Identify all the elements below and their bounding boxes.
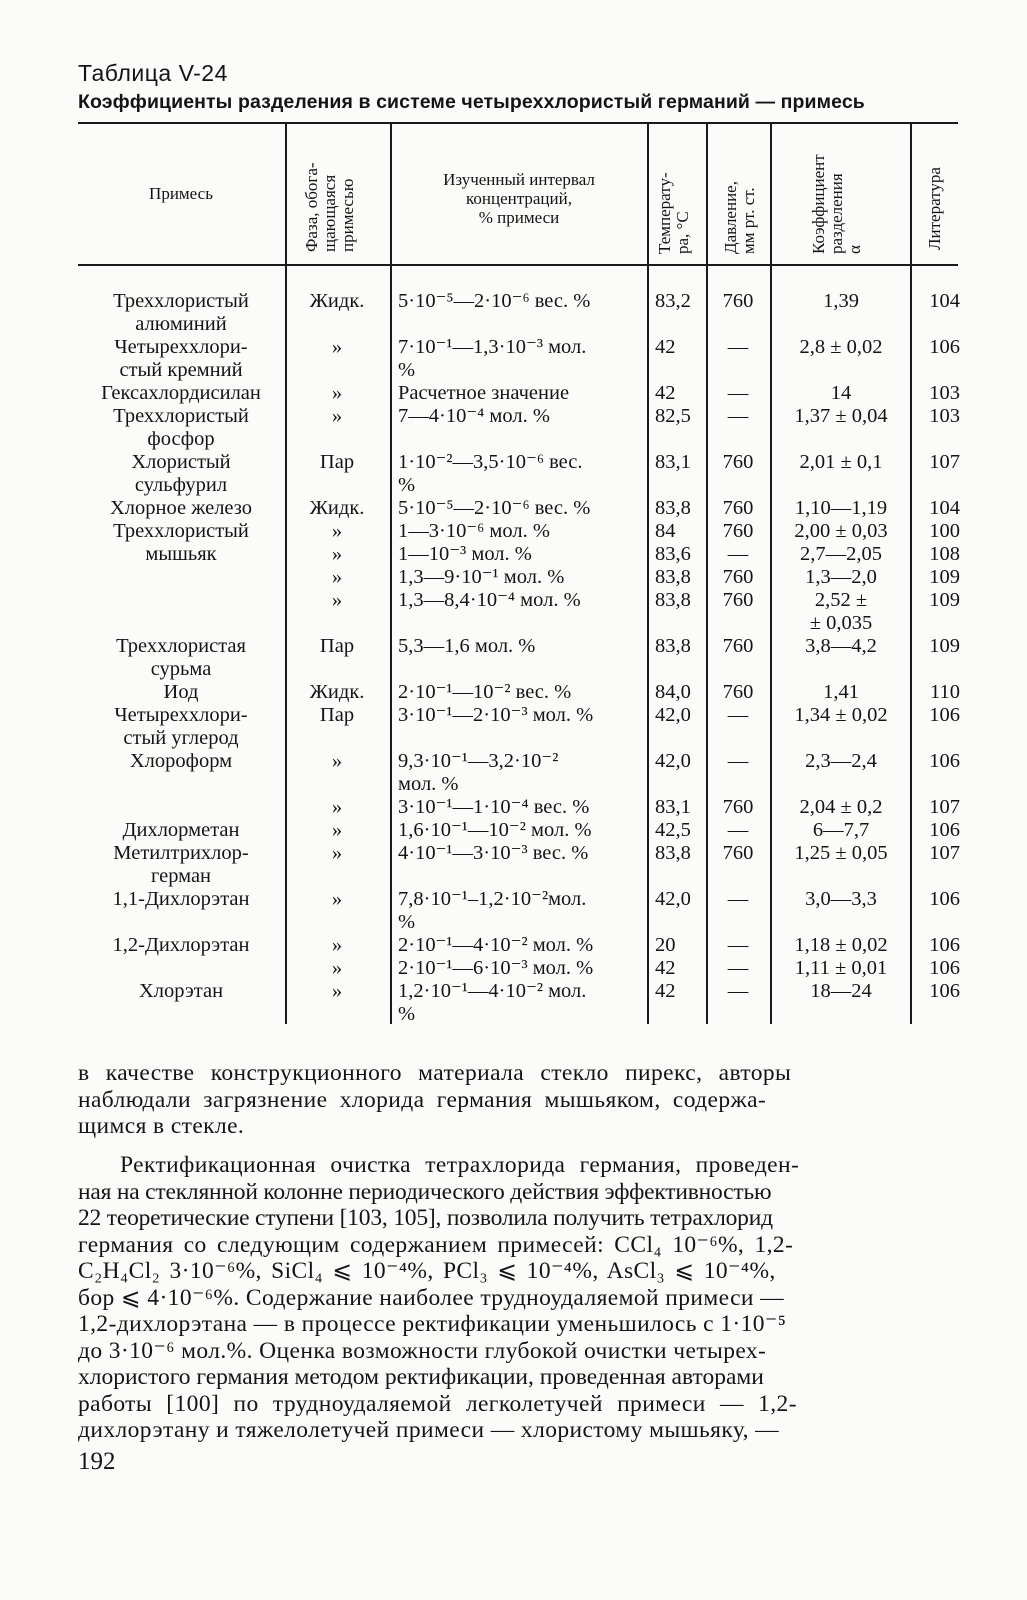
phase-cell: Пар	[319, 704, 355, 726]
literature-cell: 106	[929, 957, 960, 979]
literature-cell: 106	[929, 750, 960, 772]
pressure-cell: —	[727, 750, 749, 772]
pressure-cell: 760	[722, 451, 754, 473]
table-header-rule	[78, 264, 958, 266]
literature-cell: 107	[929, 842, 960, 864]
temperature-cell: 42,5	[655, 819, 691, 841]
literature-cell: 103	[929, 382, 960, 404]
pressure-cell: —	[727, 980, 749, 1002]
text-line: 1,2-дихлорэтана — в процессе ректификации уменьшилось с 1·10⁻⁵	[78, 1311, 787, 1337]
header-coefficient: Коэффициент разделения α	[809, 154, 864, 254]
pressure-cell: —	[727, 819, 749, 841]
text-line: ная на стеклянной колонне периодического действия эффективностью	[78, 1178, 772, 1205]
pressure-cell: 760	[722, 589, 754, 611]
phase-cell: »	[331, 405, 343, 427]
text-line: щимся в стекле.	[78, 1113, 245, 1139]
coefficient-cell: 6—7,7	[812, 819, 870, 841]
temperature-cell: 83,8	[655, 497, 691, 519]
header-impurity: Примесь	[149, 184, 213, 203]
phase-cell: »	[331, 842, 343, 864]
phase-cell: »	[331, 750, 343, 772]
phase-cell: Пар	[319, 451, 355, 473]
interval-cell: 3·10⁻¹—2·10⁻³ мол. %	[398, 704, 594, 726]
literature-cell: 106	[929, 704, 960, 726]
interval-cell: Расчетное значение	[398, 382, 570, 404]
phase-cell: »	[331, 957, 343, 979]
temperature-cell: 83,1	[655, 451, 691, 473]
paragraph-2	[78, 1152, 962, 1444]
interval-cell: 1—3·10⁻⁶ мол. %	[398, 520, 550, 542]
pressure-cell: 760	[722, 842, 754, 864]
header-literature: Литература	[925, 167, 944, 250]
impurity-name-cell: Хлорное железо	[109, 497, 253, 519]
impurity-name-cell: Четыреххлори- стый углерод	[114, 704, 248, 749]
pressure-cell: 760	[722, 681, 754, 703]
impurity-name-cell: Иод	[163, 681, 199, 703]
interval-cell: 1,3—9·10⁻¹ мол. %	[398, 566, 565, 588]
impurity-name-cell: Гексахлордисилан	[101, 382, 261, 404]
phase-cell: »	[331, 796, 343, 818]
temperature-cell: 42,0	[655, 888, 691, 910]
text-line: бор ⩽ 4·10⁻⁶%. Содержание наиболее трудноудаляемой примеси —	[78, 1284, 785, 1311]
literature-cell: 100	[929, 520, 960, 542]
phase-cell: »	[331, 543, 343, 565]
header-pressure: Давление, мм рт. ст.	[721, 181, 758, 254]
literature-cell: 106	[929, 888, 960, 910]
impurity-name-cell: Треххлористый мышьяк	[113, 520, 249, 565]
header-interval: Изученный интервал концентраций, % примеси	[443, 170, 595, 227]
phase-cell: »	[331, 819, 343, 841]
table-top-rule	[78, 122, 958, 124]
interval-cell: 7·10⁻¹—1,3·10⁻³ мол. %	[398, 336, 587, 381]
coefficient-cell: 1,39	[823, 290, 859, 312]
temperature-cell: 42	[655, 980, 676, 1002]
coefficient-cell: 18—24	[810, 980, 872, 1002]
pressure-cell: 760	[722, 796, 754, 818]
text-line: до 3·10⁻⁶ мол.%. Оценка возможности глубокой очистки четырех-	[78, 1337, 767, 1364]
pressure-cell: —	[727, 704, 749, 726]
phase-cell: »	[331, 520, 343, 542]
temperature-cell: 42,0	[655, 750, 691, 772]
interval-cell: 9,3·10⁻¹—3,2·10⁻² мол. %	[398, 750, 559, 795]
coefficient-cell: 2,01 ± 0,1	[799, 451, 883, 473]
header-temperature: Температу- ра, °С	[655, 172, 692, 254]
literature-cell: 109	[929, 566, 960, 588]
interval-cell: 4·10⁻¹—3·10⁻³ вес. %	[398, 842, 589, 864]
temperature-cell: 20	[655, 934, 676, 956]
temperature-cell: 83,8	[655, 589, 691, 611]
pressure-cell: —	[727, 543, 749, 565]
text-line: дихлорэтану и тяжелолетучей примеси — хлористому мышьяку, —	[78, 1417, 780, 1443]
impurity-name-cell: Четыреххлори- стый кремний	[114, 336, 248, 381]
coefficient-cell: 2,04 ± 0,2	[799, 796, 883, 818]
pressure-cell: —	[727, 405, 749, 427]
column-divider	[647, 124, 649, 1024]
column-divider	[390, 124, 392, 1024]
pressure-cell: 760	[722, 520, 754, 542]
page-number: 192	[78, 1448, 116, 1475]
impurity-name-cell: 1,1-Дихлорэтан	[112, 888, 250, 910]
temperature-cell: 82,5	[655, 405, 691, 427]
pressure-cell: 760	[722, 635, 754, 657]
coefficient-cell: 1,37 ± 0,04	[794, 405, 888, 427]
coefficient-cell: 1,34 ± 0,02	[794, 704, 888, 726]
literature-cell: 104	[929, 497, 960, 519]
phase-cell: »	[331, 566, 343, 588]
impurity-name-cell: Хлороформ	[129, 750, 233, 772]
literature-cell: 110	[930, 681, 960, 703]
impurity-name-cell: Треххлористый алюминий	[113, 290, 249, 335]
temperature-cell: 83,8	[655, 635, 691, 657]
literature-cell: 106	[929, 819, 960, 841]
interval-cell: 2·10⁻¹—10⁻² вес. %	[398, 681, 572, 703]
text-line: хлористого германия методом ректификации, проведенная авторами	[78, 1364, 764, 1390]
temperature-cell: 83,8	[655, 566, 691, 588]
interval-cell: 3·10⁻¹—1·10⁻⁴ вес. %	[398, 796, 590, 818]
interval-cell: 5·10⁻⁵—2·10⁻⁶ вес. %	[398, 290, 591, 312]
interval-cell: 2·10⁻¹—6·10⁻³ мол. %	[398, 957, 594, 979]
pressure-cell: —	[727, 888, 749, 910]
text-line: работы [100] по трудноудаляемой легколетучей примеси — 1,2-	[78, 1390, 797, 1417]
table-title: Коэффициенты разделения в системе четыреххлористый германий — примесь	[78, 91, 865, 113]
interval-cell: 1,6·10⁻¹—10⁻² мол. %	[398, 819, 592, 841]
literature-cell: 106	[929, 934, 960, 956]
paragraph-1	[78, 1060, 962, 1140]
impurity-name-cell: Метилтрихлор- герман	[113, 842, 249, 887]
interval-cell: 7,8·10⁻¹–1,2·10⁻²мол. %	[398, 888, 587, 933]
interval-cell: 1·10⁻²—3,5·10⁻⁶ вес. %	[398, 451, 583, 496]
phase-cell: »	[331, 336, 343, 358]
coefficient-cell: 14	[830, 382, 852, 404]
interval-cell: 1,2·10⁻¹—4·10⁻² мол. %	[398, 980, 587, 1025]
header-phase: Фаза, обога- щающаяся примесью	[302, 162, 357, 252]
impurity-name-cell: Треххлористый фосфор	[113, 405, 249, 450]
temperature-cell: 83,2	[655, 290, 691, 312]
text-line: в качестве конструкционного материала стекло пирекс, авторы	[78, 1060, 792, 1086]
phase-cell: »	[331, 980, 343, 1002]
phase-cell: »	[331, 382, 343, 404]
coefficient-cell: 2,7—2,05	[800, 543, 882, 565]
coefficient-cell: 1,11 ± 0,01	[794, 957, 888, 979]
temperature-cell: 84	[655, 520, 676, 542]
phase-cell: Жидк.	[309, 290, 365, 312]
coefficient-cell: 1,41	[823, 681, 859, 703]
literature-cell: 104	[929, 290, 960, 312]
interval-cell: 5,3—1,6 мол. %	[398, 635, 536, 657]
impurity-name-cell: Хлорэтан	[138, 980, 224, 1002]
coefficient-cell: 2,00 ± 0,03	[794, 520, 888, 542]
literature-cell: 107	[929, 796, 960, 818]
interval-cell: 1,3—8,4·10⁻⁴ мол. %	[398, 589, 581, 611]
temperature-cell: 84,0	[655, 681, 691, 703]
text-line: наблюдали загрязнение хлорида германия мышьяком, содержа-	[78, 1086, 767, 1113]
pressure-cell: —	[727, 934, 749, 956]
pressure-cell: —	[727, 336, 749, 358]
literature-cell: 109	[929, 589, 960, 611]
temperature-cell: 42	[655, 336, 676, 358]
interval-cell: 5·10⁻⁵—2·10⁻⁶ вес. %	[398, 497, 591, 519]
text-line: Ректификационная очистка тетрахлорида германия, проведен-	[120, 1152, 800, 1178]
text-line: C₂H₄Cl₂ 3·10⁻⁶%, SiCl₄ ⩽ 10⁻⁴%, PCl₃ ⩽ 10⁻⁴%, AsCl₃ ⩽ 10⁻⁴%,	[78, 1258, 776, 1284]
temperature-cell: 83,6	[655, 543, 691, 565]
coefficient-cell: 1,10—1,19	[794, 497, 888, 519]
coefficient-cell: 3,0—3,3	[805, 888, 877, 910]
pressure-cell: 760	[722, 290, 754, 312]
coefficient-cell: 1,25 ± 0,05	[794, 842, 888, 864]
pressure-cell: 760	[722, 497, 754, 519]
coefficient-cell: 3,8—4,2	[805, 635, 877, 657]
coefficient-cell: 1,3—2,0	[805, 566, 877, 588]
interval-cell: 1—10⁻³ мол. %	[398, 543, 532, 565]
interval-cell: 2·10⁻¹—4·10⁻² мол. %	[398, 934, 594, 956]
temperature-cell: 42	[655, 382, 676, 404]
text-line: 22 теоретические ступени [103, 105], позволила получить тетрахлорид	[78, 1205, 773, 1231]
phase-cell: Жидк.	[309, 497, 365, 519]
pressure-cell: 760	[722, 566, 754, 588]
phase-cell: Пар	[319, 635, 355, 657]
coefficient-cell: 2,3—2,4	[805, 750, 877, 772]
phase-cell: Жидк.	[309, 681, 365, 703]
table-caption-label: Таблица V-24	[78, 60, 228, 86]
literature-cell: 108	[929, 543, 960, 565]
impurity-name-cell: Треххлористая сурьма	[116, 635, 246, 680]
coefficient-cell: 2,8 ± 0,02	[799, 336, 883, 358]
pressure-cell: —	[727, 382, 749, 404]
literature-cell: 107	[929, 451, 960, 473]
temperature-cell: 42	[655, 957, 676, 979]
coefficient-cell: 2,52 ± ± 0,035	[809, 589, 873, 634]
impurity-name-cell: 1,2-Дихлорэтан	[112, 934, 250, 956]
literature-cell: 106	[929, 980, 960, 1002]
temperature-cell: 83,8	[655, 842, 691, 864]
temperature-cell: 42,0	[655, 704, 691, 726]
temperature-cell: 83,1	[655, 796, 691, 818]
phase-cell: »	[331, 589, 343, 611]
literature-cell: 103	[929, 405, 960, 427]
coefficient-cell: 1,18 ± 0,02	[794, 934, 888, 956]
interval-cell: 7—4·10⁻⁴ мол. %	[398, 405, 550, 427]
impurity-name-cell: Дихлорметан	[122, 819, 240, 841]
literature-cell: 109	[929, 635, 960, 657]
impurity-name-cell: Хлористый сульфурил	[131, 451, 231, 496]
phase-cell: »	[331, 934, 343, 956]
phase-cell: »	[331, 888, 343, 910]
literature-cell: 106	[929, 336, 960, 358]
text-line: германия со следующим содержанием примесей: CCl₄ 10⁻⁶%, 1,2-	[78, 1231, 794, 1258]
pressure-cell: —	[727, 957, 749, 979]
